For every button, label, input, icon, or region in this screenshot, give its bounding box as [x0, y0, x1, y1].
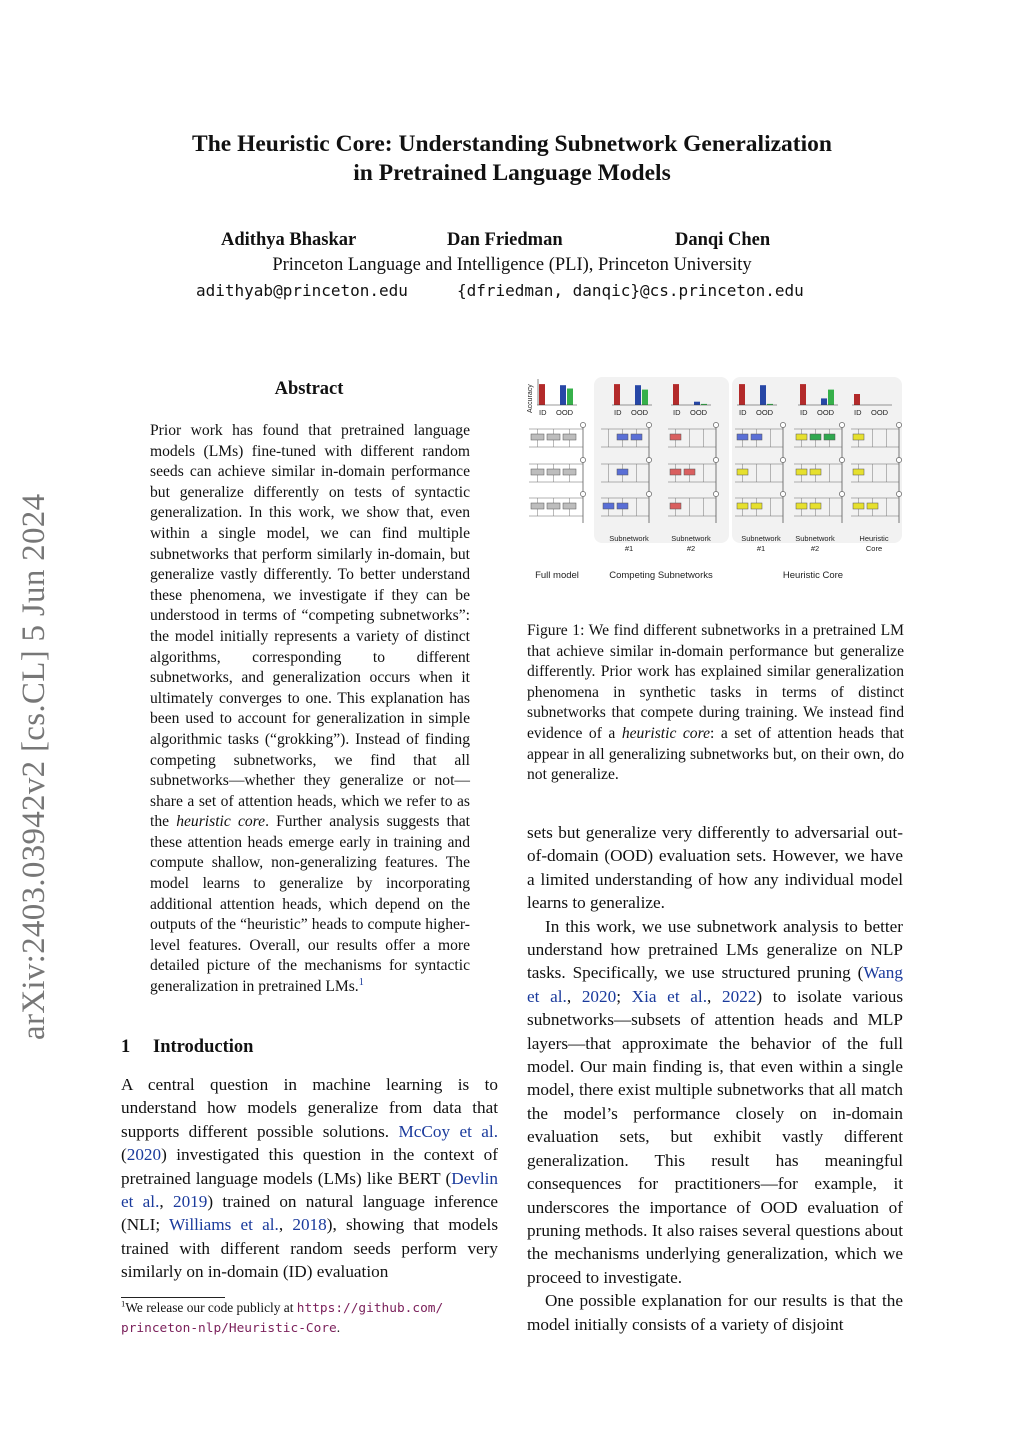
blue-attention-head	[617, 503, 628, 509]
yellow-attention-head	[751, 503, 762, 509]
blue-attention-head	[751, 434, 762, 440]
intro-paragraph-1	[121, 1073, 498, 1284]
red-attention-head	[684, 469, 695, 475]
grey-attention-head	[531, 503, 544, 509]
sub-label-c1-line2: #1	[624, 544, 634, 553]
sub-label-h3: Heuristic	[859, 534, 889, 543]
add-node	[780, 457, 785, 462]
extra-bar	[642, 390, 648, 405]
caption-part-2: : a set of attention heads that appear in all generalizing subnetworks but, on their own, do not generalize.	[527, 724, 904, 784]
id-tick-label: ID	[539, 408, 547, 417]
add-node	[780, 491, 785, 496]
citation-devlin[interactable]: Devlin et al.	[121, 1168, 498, 1212]
intro-left-column	[121, 1073, 498, 1284]
abstract-text	[150, 421, 470, 998]
section-heading-introduction	[121, 1037, 253, 1058]
intro-paragraph-3: One possible explanation for our results is that the model initially consists of a variety of disjoint	[527, 1291, 903, 1334]
id-tick-label: ID	[854, 408, 862, 417]
grey-attention-head	[563, 469, 576, 475]
caption-emphasis: heuristic core	[621, 724, 711, 742]
add-node	[580, 422, 585, 427]
yellow-attention-head	[796, 503, 807, 509]
citation-wang-year[interactable]: 2020	[581, 986, 617, 1006]
green-attention-head	[824, 434, 835, 440]
author-3: Danqi Chen	[675, 230, 771, 250]
yellow-attention-head	[853, 503, 864, 509]
panel-label-competing: Competing Subnetworks	[609, 570, 713, 581]
add-node	[646, 491, 651, 496]
id-bar	[539, 384, 545, 405]
heuristic-panel-bg	[732, 377, 902, 543]
text-run: ,	[707, 986, 722, 1006]
grey-attention-head	[531, 469, 544, 475]
intro-paragraph-1-continued: sets but generalize very differently to adversarial out-of-domain (OOD) evaluation sets. However, we have a limited understanding of how any individual model learns to generalize.	[527, 823, 903, 913]
yellow-attention-head	[810, 503, 821, 509]
abstract-emphasis: heuristic core	[176, 813, 266, 831]
red-attention-head	[670, 503, 681, 509]
add-node	[646, 457, 651, 462]
yellow-attention-head	[867, 503, 878, 509]
figure-1	[521, 373, 905, 588]
blue-attention-head	[617, 469, 628, 475]
text-run-continues: ), showing that models trained with different random seeds perform very similarly on in-domain (ID) evaluation	[121, 1215, 499, 1282]
citation-williams-year[interactable]: 2018	[292, 1215, 327, 1235]
add-node	[839, 491, 844, 496]
yellow-attention-head	[853, 469, 864, 475]
text-run: ,	[159, 1192, 173, 1212]
email-1[interactable]: adithyab@princeton.edu	[196, 281, 408, 300]
text-run: ) trained on natural language inference (NLI;	[121, 1192, 499, 1235]
blue-attention-head	[737, 434, 748, 440]
footnote-text: We release our code publicly at	[125, 1300, 297, 1315]
ood-tick-label: OOD	[871, 408, 889, 417]
ood-tick-label: OOD	[756, 408, 774, 417]
ood-tick-label: OOD	[817, 408, 835, 417]
ood-bar	[760, 385, 766, 405]
sub-label-h2: Subnetwork	[795, 534, 835, 543]
text-run: (	[121, 1145, 127, 1165]
author-2: Dan Friedman	[447, 230, 563, 250]
ood-bar	[560, 385, 566, 405]
id-bar	[739, 384, 745, 405]
ood-bar	[694, 402, 700, 405]
figure-1-caption	[527, 621, 904, 786]
grey-attention-head	[563, 434, 576, 440]
text-run: ,	[566, 986, 582, 1006]
extra-bar	[567, 389, 573, 406]
panel-label-full: Full model	[535, 570, 579, 581]
id-tick-label: ID	[673, 408, 681, 417]
yellow-attention-head	[796, 469, 807, 475]
id-bar	[673, 384, 679, 405]
caption-part-1: Figure 1: We find different subnetworks in a pretrained LM that achieve similar in-domain performance but generalize differently. Prior work has explained similar generalization phenomena in synthetic tasks in terms of distinct subnetworks that compete during training. We instead find evidence of a	[527, 622, 904, 742]
y-axis-label: Accuracy	[527, 384, 534, 413]
sub-label-h1: Subnetwork	[741, 534, 781, 543]
grey-attention-head	[547, 503, 560, 509]
text-run: ) to isolate various subnetworks—subsets of attention heads and MLP layers—that approximate the behavior of the full model. Our main finding is, that even within a single model, there exist multiple subnetworks that all match the model’s performance closely on in-domain evaluation sets, but exhibit vastly different generalization. This result has meaningful consequences for practitioners—for example, it underscores the importance of OOD evaluation of pruning methods. It also raises several questions about the mechanisms underlying generalization, which we proceed to investigate.	[527, 986, 904, 1287]
id-bar	[800, 384, 806, 405]
ood-tick-label: OOD	[690, 408, 708, 417]
footnote-ref[interactable]: 1	[358, 976, 364, 988]
extra-bar	[828, 390, 834, 405]
yellow-attention-head	[737, 469, 748, 475]
citation-mccoy-year[interactable]: 2020	[126, 1145, 162, 1165]
ood-bar	[635, 385, 641, 405]
sub-label-c1: Subnetwork	[609, 534, 649, 543]
id-tick-label: ID	[800, 408, 808, 417]
citation-williams[interactable]: Williams et al.	[169, 1215, 279, 1235]
arxiv-stamp: arXiv:2403.03942v2 [cs.CL] 5 Jun 2024	[16, 493, 52, 1040]
id-bar	[854, 394, 860, 405]
red-attention-head	[670, 469, 681, 475]
sub-label-h2-line2: #2	[810, 544, 820, 553]
add-node	[646, 422, 651, 427]
panel-label-heuristic: Heuristic Core	[782, 570, 844, 581]
add-node	[713, 491, 718, 496]
ood-bar	[821, 398, 827, 405]
yellow-attention-head	[853, 434, 864, 440]
grey-attention-head	[531, 434, 544, 440]
ood-tick-label: OOD	[556, 408, 574, 417]
blue-attention-head	[603, 503, 614, 509]
footnote-url-line-1[interactable]: https://github.com/	[296, 1301, 444, 1316]
citation-mccoy[interactable]: McCoy et al.	[398, 1121, 499, 1141]
citation-devlin-year[interactable]: 2019	[172, 1192, 208, 1212]
ood-tick-label: OOD	[631, 408, 649, 417]
paper-title	[0, 130, 1024, 188]
id-bar	[614, 384, 620, 405]
footnote-url-line-2[interactable]: princeton-nlp/Heuristic-Core	[121, 1321, 337, 1336]
add-node	[713, 457, 718, 462]
section-title: Introduction	[153, 1037, 254, 1057]
yellow-attention-head	[737, 503, 748, 509]
sub-label-h3-line2: Core	[865, 544, 883, 553]
add-node	[896, 422, 901, 427]
citation-xia-year[interactable]: 2022	[722, 986, 757, 1006]
sub-label-c2-line2: #2	[686, 544, 696, 553]
add-node	[780, 422, 785, 427]
grey-attention-head	[563, 503, 576, 509]
grey-attention-head	[547, 469, 560, 475]
text-run: ;	[616, 986, 632, 1006]
id-tick-label: ID	[614, 408, 622, 417]
author-1: Adithya Bhaskar	[221, 230, 357, 250]
footnote-mark: 1	[121, 1298, 126, 1309]
intro-paragraph-2	[527, 915, 903, 1290]
title-line-2: in Pretrained Language Models	[353, 160, 671, 186]
affiliation: Princeton Language and Intelligence (PLI), Princeton University	[272, 255, 752, 275]
add-node	[839, 422, 844, 427]
footnote	[121, 1298, 501, 1338]
citation-xia[interactable]: Xia et al.	[631, 986, 707, 1006]
blue-attention-head	[631, 434, 642, 440]
yellow-attention-head	[810, 469, 821, 475]
text-run: ,	[278, 1215, 293, 1235]
email-2[interactable]: {dfriedman, danqic}@cs.princeton.edu	[457, 281, 804, 300]
text-run: In this work, we use subnetwork analysis to better understand how pretrained LMs generalize on NLP tasks. Specifically, we use structured pruning (	[527, 916, 903, 983]
id-tick-label: ID	[739, 408, 747, 417]
blue-attention-head	[617, 434, 628, 440]
abstract-heading: Abstract	[274, 379, 344, 399]
sub-label-h1-line2: #1	[756, 544, 766, 553]
section-number: 1	[121, 1037, 131, 1057]
sub-label-c2: Subnetwork	[671, 534, 711, 543]
add-node	[580, 457, 585, 462]
add-node	[896, 491, 901, 496]
grey-attention-head	[547, 434, 560, 440]
abstract-part-2: . Further analysis suggests that these attention heads emerge early in training and compute shallow, non-generalizing features. The model learns to generalize by incorporating additional attention heads, which depend on the outputs of the “heuristic” heads to compute higher-level features. Overall, our results offer a more detailed picture of the mechanisms for syntactic generalization in pretrained LMs.	[150, 813, 470, 996]
green-attention-head	[810, 434, 821, 440]
title-line-1: The Heuristic Core: Understanding Subnetwork Generalization	[192, 131, 832, 157]
text-run: A central question in machine learning is to understand how models generalize from data that supports different possible solutions.	[121, 1075, 498, 1141]
red-attention-head	[670, 434, 681, 440]
yellow-attention-head	[796, 434, 807, 440]
citation-wang[interactable]: Wang et al.	[527, 963, 903, 1006]
add-node	[896, 457, 901, 462]
footnote-end: .	[336, 1320, 341, 1335]
add-node	[580, 491, 585, 496]
text-run: ) investigated this question in the context of pretrained language models (LMs) like BERT (	[121, 1145, 498, 1188]
add-node	[713, 422, 718, 427]
abstract-part-1: Prior work has found that pretrained language models (LMs) fine-tuned with different random seeds can achieve similar in-domain performance but generalize differently on tests of syntactic generalization. In this work, we show that, even within a single model, we can find multiple subnetworks that perform similarly in-domain, but generalize vastly differently. To better understand these phenomena, we investigate if they can be understood in terms of “competing subnetworks”: the model initially represents a variety of distinct algorithms, corresponding to different subnetworks, and generalization occurs when it ultimately converges to one. This explanation has been used to account for generalization in simple algorithmic tasks (“grokking”). Instead of finding competing subnetworks, we find that all subnetworks—whether they generalize or not—share a set of attention heads, which we refer to as the	[150, 422, 470, 831]
intro-right-column	[527, 821, 903, 1336]
add-node	[839, 457, 844, 462]
